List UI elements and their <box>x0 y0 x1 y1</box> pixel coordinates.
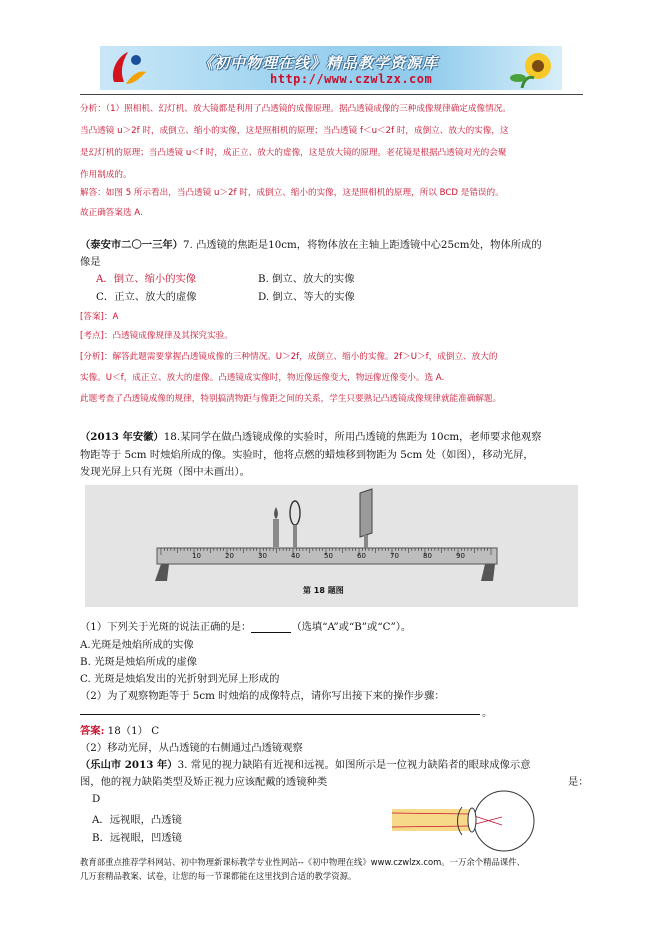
tick-label: 20 <box>225 552 234 560</box>
banner-title: 《初中物理在线》精品教学资源库 <box>198 54 439 72</box>
tick-label: 50 <box>324 552 333 560</box>
analysis-line: 是幻灯机的原理；当凸透镜 u＜f 时，成正立、放大的虚像，这是放大镜的原理。老花镜是根据凸透镜对光的会聚 <box>80 148 507 158</box>
option-d: D. 倒立、等大的实像 <box>258 291 355 303</box>
analysis-line: 解答：如图 5 所示看出，当凸透镜 u＞2f 时，成倒立、缩小的实像，这是照相机的原理，所以 BCD 是错误的。 <box>80 188 504 198</box>
analysis-line: 此题考查了凸透镜成像的规律，特别搞清物距与像距之间的关系，学生只要熟记凸透镜成像规律就能准确解题。 <box>80 394 502 404</box>
option-b: B．远视眼，凹透镜 <box>92 832 182 844</box>
tick-label: 90 <box>456 552 465 560</box>
question-3-stem: （乐山市 2013 年）3. 常见的视力缺陷有近视和远视。如图所示是一位视力缺陷者的眼球成像示意 <box>80 759 531 771</box>
question-source: （乐山市 2013 年） <box>80 759 178 771</box>
question-18-part-2: （2）为了观察物距等于 5cm 时烛焰的成像特点，请你写出接下来的操作步骤： <box>80 690 445 702</box>
answer-blank[interactable] <box>251 623 291 633</box>
tick-label: 10 <box>192 552 201 560</box>
analysis-line: 实像。U＜f，成正立、放大的虚像。凸透镜成实像时，物近像远像变大，物远像近像变小。选 A. <box>80 373 445 383</box>
header-banner <box>100 46 562 90</box>
eye-diagram <box>392 787 582 857</box>
footer-line: 教育部重点推荐学科网站、初中物理新课标教学专业性网站--《初中物理在线》www.czwlzx.com。一万余个精品课件、 <box>80 857 526 867</box>
question-source: （泰安市二〇一三年） <box>80 239 183 251</box>
page-footer <box>80 855 590 883</box>
question-7-stem: （泰安市二〇一三年）7. 凸透镜的焦距是10cm，将物体放在主轴上距透镜中心25cm处，物体所成的 <box>80 239 542 251</box>
question-7-stem-cont: 像是 <box>80 256 101 268</box>
site-logo-icon <box>106 48 148 88</box>
banner-url[interactable]: http://www.czwlzx.com <box>270 72 433 86</box>
question-3-stem-cont: 图，他的视力缺陷类型及矫正视力应该配戴的透镜种类 <box>80 776 328 788</box>
option-c: C．正立、放大的虚像 <box>96 291 197 303</box>
header-rule <box>80 94 583 95</box>
option-a: A.光斑是烛焰所成的实像 <box>80 639 194 651</box>
tick-label: 30 <box>258 552 267 560</box>
tick-label: 70 <box>390 552 399 560</box>
line-end-period: 。 <box>482 707 493 719</box>
question-18-part-1: （1）下列关于光斑的说法正确的是： （选填“A”或“B”或“C”）。 <box>80 621 412 633</box>
answer-part-2: （2）移动光屏，从凸透镜的右侧通过凸透镜观察 <box>80 742 303 754</box>
tick-label: 60 <box>357 552 366 560</box>
analysis-line: 分析：（1）照相机、幻灯机、放大镜都是利用了凸透镜的成像原理。据凸透镜成像的三种成像规律确定成像情况。 <box>80 104 511 114</box>
answer-label: 答案: <box>80 725 105 737</box>
analysis-line: [分析]：解答此题需要掌握凸透镜成像的三种情况。U＞2f，成倒立、缩小的实像。2f＞U＞f，成倒立、放大的 <box>80 352 498 362</box>
tick-label: 80 <box>423 552 432 560</box>
figure-caption: 第 18 题图 <box>303 586 344 595</box>
option-a: A．远视眼，凸透镜 <box>92 814 182 826</box>
analysis-line: [考点]：凸透镜成像规律及其探究实验。 <box>80 331 233 341</box>
question-18-stem-cont: 物距等于 5cm 时烛焰所成的像。实验时，他将点燃的蜡烛移到物距为 5cm 处（如图），移动光屏， <box>80 449 534 461</box>
tick-label: 40 <box>291 552 300 560</box>
question-source: （2013 年安徽） <box>80 431 164 443</box>
sunflower-icon <box>504 48 556 88</box>
analysis-line: 当凸透镜 u＞2f 时，成倒立、缩小的实像，这是照相机的原理；当凸透镜 f＜u＜2f 时，成倒立、放大的实像，这 <box>80 126 509 136</box>
question-3-answer: D <box>92 793 101 805</box>
question-18-stem-cont: 发现光屏上只有光斑（图中未画出）。 <box>80 466 250 478</box>
optical-bench-figure <box>85 485 578 607</box>
answer-row: 答案: 18（1） C <box>80 725 160 737</box>
option-c: C. 光斑是烛焰发出的光折射到光屏上形成的 <box>80 673 280 685</box>
option-a: A．倒立、缩小的实像 <box>96 273 197 285</box>
ruler-tick-labels <box>85 548 578 564</box>
answer-line[interactable] <box>80 714 480 715</box>
footer-line: 几万套精品教案、试卷，让您的每一节课都能在这里找到合适的教学资源。 <box>80 871 357 881</box>
analysis-line: [答案]：A <box>80 312 119 322</box>
analysis-line: 作用制成的。 <box>80 170 132 180</box>
option-b: B. 倒立、放大的实像 <box>258 273 355 285</box>
option-b: B. 光斑是烛焰所成的虚像 <box>80 656 198 668</box>
analysis-line: 故正确答案选 A. <box>80 208 143 218</box>
question-3-stem-tail: 是： <box>568 776 589 788</box>
question-18-stem: （2013 年安徽）18.某同学在做凸透镜成像的实验时，所用凸透镜的焦距为 10cm，老师要求他观察 <box>80 431 542 443</box>
